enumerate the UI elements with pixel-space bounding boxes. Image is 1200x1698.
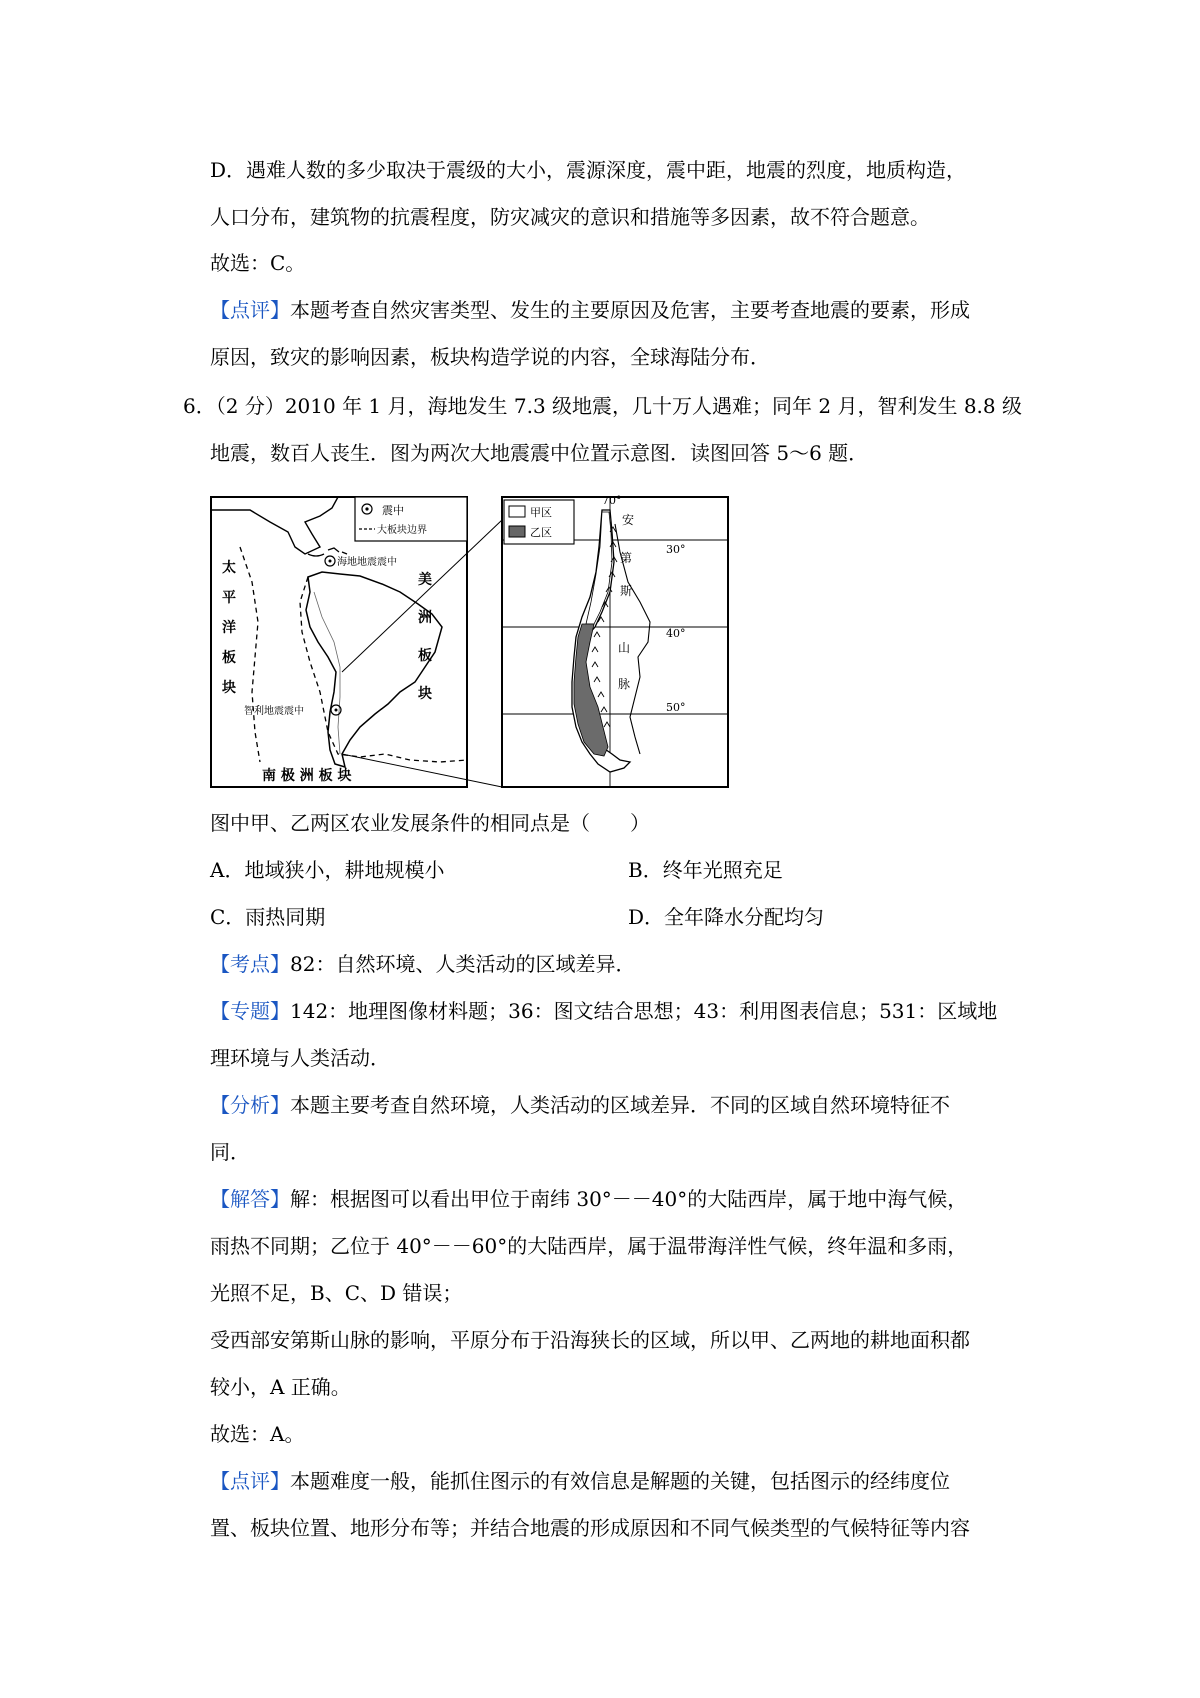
fenxi-line-1: [210, 1095, 950, 1115]
dianping-line-1: [210, 1471, 950, 1491]
question-6-line-1: [183, 396, 1022, 416]
option-b[interactable]: B．终年光照充足: [628, 858, 783, 882]
svg-text:块: 块: [222, 680, 236, 696]
jieda-line-1: [210, 1189, 967, 1209]
svg-text:第: 第: [620, 551, 633, 565]
svg-text:平: 平: [222, 590, 236, 606]
svg-text:板: 板: [418, 648, 432, 664]
legend-jia-label: 甲区: [530, 506, 552, 519]
earthquake-map-figure: [210, 492, 730, 796]
svg-text:山: 山: [618, 641, 631, 655]
legend-epicenter-label: 震中: [382, 504, 404, 517]
dianping-text: 本题难度一般，能抓住图示的有效信息是解题的关键，包括图示的经纬度位: [290, 1469, 950, 1493]
map-svg: [210, 492, 730, 792]
svg-text:美: 美: [418, 572, 432, 588]
kaodian-line: [210, 954, 635, 974]
lat-label-50: 50°: [666, 701, 686, 714]
previous-comment-line-2: 原因，致灾的影响因素，板块构造学说的内容，全球海陆分布．: [210, 345, 770, 369]
zhuanti-text: 142：地理图像材料题；36：图文结合思想；43：利用图表信息；531：区域地: [290, 999, 998, 1023]
fenxi-text: 本题主要考查自然环境，人类活动的区域差异．不同的区域自然环境特征不: [290, 1093, 950, 1117]
comment-text: 本题考查自然灾害类型、发生的主要原因及危害，主要考查地震的要素，形成: [290, 298, 970, 322]
fenxi-tag: 【分析】: [210, 1093, 290, 1117]
question-number: 6．: [183, 394, 216, 418]
jieda-line-2: 雨热不同期；乙位于 40°－－60°的大陆西岸，属于温带海洋性气候，终年温和多雨，: [210, 1234, 968, 1258]
svg-text:斯: 斯: [620, 584, 633, 598]
jieda-line-5: 较小，A 正确。: [210, 1375, 351, 1399]
jieda-tag: 【解答】: [210, 1187, 290, 1211]
question-text: （2 分）2010 年 1 月，海地发生 7.3 级地震，几十万人遇难；同年 2 月，智利发生 8.8 级: [215, 394, 1022, 418]
svg-text:安: 安: [622, 513, 635, 527]
comment-tag: 【点评】: [210, 298, 290, 322]
option-d-analysis-line-2: 人口分布，建筑物的抗震程度，防灾减灾的意识和措施等多因素，故不符合题意。: [210, 205, 930, 229]
svg-text:块: 块: [418, 686, 432, 702]
dianping-tag: 【点评】: [210, 1469, 290, 1493]
previous-comment-line-1: [210, 300, 970, 320]
answer: 故选：A。: [210, 1422, 305, 1446]
chile-epicenter-label: 智利地震震中: [244, 706, 304, 717]
svg-text:洲: 洲: [418, 610, 432, 626]
lat-label-40: 40°: [666, 627, 686, 640]
svg-text:板: 板: [222, 650, 236, 666]
dianping-line-2: 置、板块位置、地形分布等；并结合地震的形成原因和不同气候类型的气候特征等内容: [210, 1516, 970, 1540]
legend-jia-swatch: [509, 506, 525, 517]
kaodian-text: 82：自然环境、人类活动的区域差异．: [290, 952, 636, 976]
kaodian-tag: 【考点】: [210, 952, 290, 976]
zhuanti-tag: 【专题】: [210, 999, 290, 1023]
haiti-epicenter-label: 海地地震震中: [337, 557, 397, 568]
jieda-line-4: 受西部安第斯山脉的影响，平原分布于沿海狭长的区域，所以甲、乙两地的耕地面积都: [210, 1328, 970, 1352]
jieda-text: 解：根据图可以看出甲位于南纬 30°－－40°的大陆西岸，属于地中海气候，: [290, 1187, 968, 1211]
lat-label-70: 70°: [602, 494, 622, 507]
svg-text:脉: 脉: [618, 677, 631, 691]
antarctic-plate-label: 南 极 洲 板 块: [262, 768, 352, 784]
fenxi-line-2: 同．: [210, 1140, 250, 1164]
legend-yi-label: 乙区: [530, 526, 552, 539]
previous-answer: 故选：C。: [210, 251, 306, 275]
question-stem: 图中甲、乙两区农业发展条件的相同点是（ ）: [210, 811, 650, 835]
option-d-analysis-line-1: D．遇难人数的多少取决于震级的大小，震源深度，震中距，地震的烈度，地质构造，: [210, 158, 967, 182]
svg-text:洋: 洋: [222, 620, 236, 636]
zhuanti-line-1: [210, 1001, 997, 1021]
lat-label-30: 30°: [666, 543, 686, 556]
zhuanti-line-2: 理环境与人类活动．: [210, 1046, 390, 1070]
legend-yi-swatch: [509, 526, 525, 537]
jieda-line-3: 光照不足，B、C、D 错误；: [210, 1281, 463, 1305]
option-d[interactable]: D．全年降水分配均匀: [628, 905, 825, 929]
question-6-line-2: 地震，数百人丧生．图为两次大地震震中位置示意图．读图回答 5～6 题．: [210, 441, 869, 465]
legend-boundary-label: 大板块边界: [377, 525, 427, 536]
option-a[interactable]: A．地域狭小，耕地规模小: [210, 858, 445, 882]
option-c[interactable]: C．雨热同期: [210, 905, 326, 929]
svg-text:太: 太: [222, 560, 236, 576]
